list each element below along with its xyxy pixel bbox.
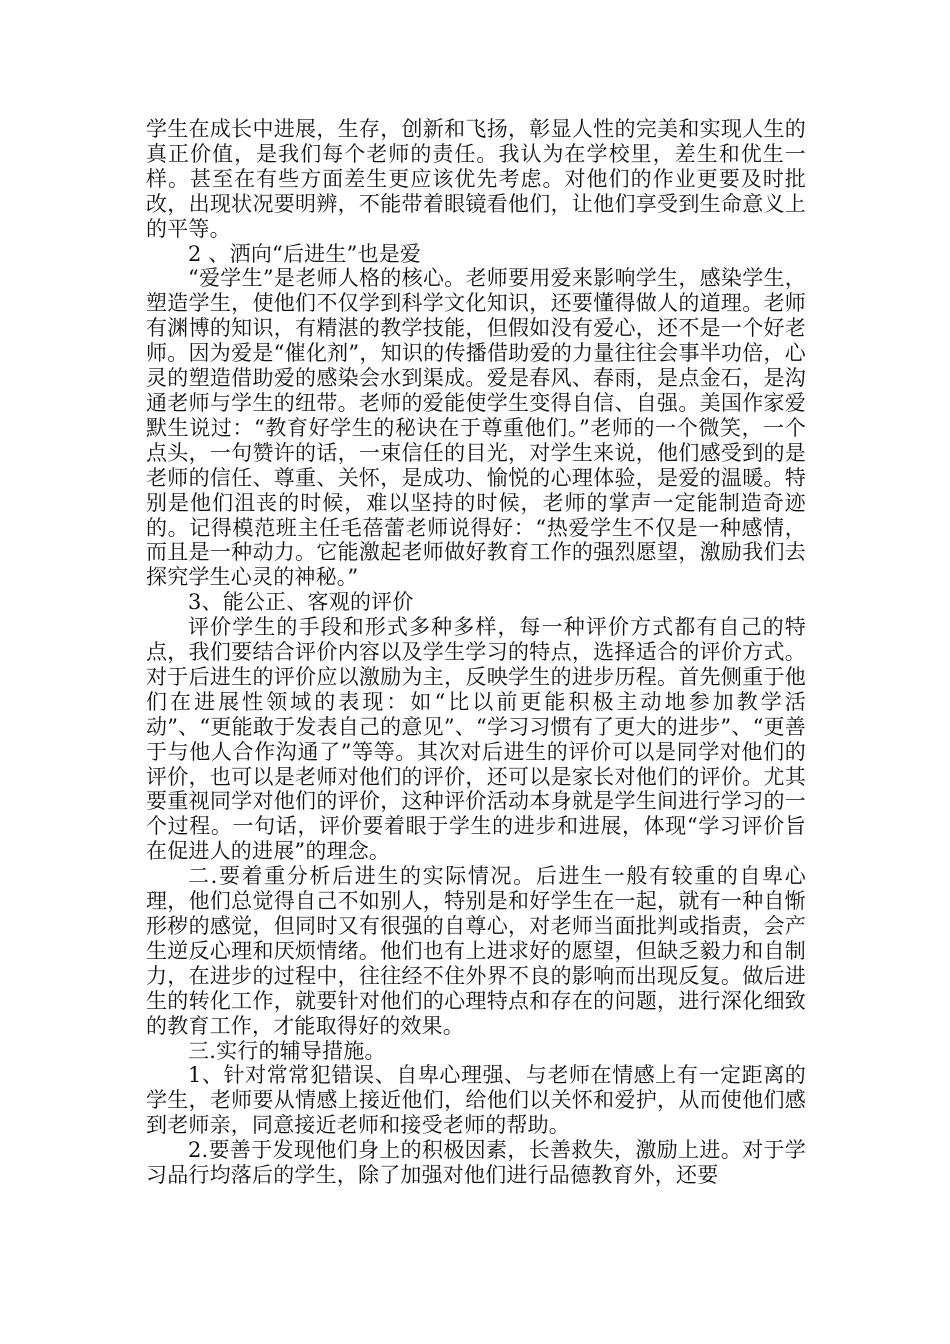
heading-3-fair-evaluation: 3、能公正、客观的评价 [188,590,414,615]
paragraph-analysis: 二.要着重分析后进生的实际情况。后进生一般有较重的自卑心理，他们总觉得自己不如别人，特别是和好学生在一起，就有一种自惭形秽的感觉，但同时又有很强的自尊心，对老师当面批判或指责，会产生逆反心理和厌烦情绪。他们也有上进求好的愿望，但缺乏毅力和自制力，在进步的过程中，往往经不住外界不良的影响而出现反复。做后进生的转化工作，就要针对他们的心理特点和存在的问题，进行深化细致的教育工作，才能取得好的效果。 [146,864,806,1038]
heading-measures: 三.实行的辅导措施。 [188,1038,386,1063]
heading-2-love-for-struggling-students: 2 、洒向“后进生”也是爱 [188,241,422,266]
document-page [146,117,806,1188]
paragraph-love-students: “爱学生”是老师人格的核心。老师要用爱来影响学生，感染学生，塑造学生，使他们不仅学到科学文化知识，还要懂得做人的道理。老师有渊博的知识，有精湛的教学技能，但假如没有爱心，还不是一个好老师。因为爱是“催化剂”，知识的传播借助爱的力量往往会事半功倍，心灵的塑造借助爱的感染会水到渠成。爱是春风、春雨，是点金石，是沟通老师与学生的纽带。老师的爱能使学生变得自信、自强。美国作家爱默生说过：“教育好学生的秘诀在于尊重他们。”老师的一个微笑，一个点头，一句赞许的话，一束信任的目光，对学生来说，他们感受到的是老师的信任、尊重、关怀，是成功、愉悦的心理体验，是爱的温暖。特别是他们沮丧的时候，难以坚持的时候，老师的掌声一定能制造奇迹的。记得模范班主任毛蓓蕾老师说得好：“热爱学生不仅是一种感情，而且是一种动力。它能激起老师做好教育工作的强烈愿望，激励我们去探究学生心灵的神秘。” [146,266,806,590]
paragraph-measure-2: 2.要善于发现他们身上的积极因素，长善救失，激励上进。对于学习品行均落后的学生，除了加强对他们进行品德教育外，还要 [146,1138,806,1188]
paragraph-evaluation: 评价学生的手段和形式多种多样，每一种评价方式都有自己的特点，我们要结合评价内容以及学生学习的特点，选择适合的评价方式。对于后进生的评价应以激励为主，反映学生的进步历程。首先侧重于他们在进展性领域的表现：如“比以前更能积极主动地参加教学活动”、“更能敢于发表自己的意见”、“学习习惯有了更大的进步”、“更善于与他人合作沟通了”等等。其次对后进生的评价可以是同学对他们的评价，也可以是老师对他们的评价，还可以是家长对他们的评价。尤其要重视同学对他们的评价，这种评价活动本身就是学生间进行学习的一个过程。一句话，评价要着眼于学生的进步和进展，体现“学习评价旨在促进人的进展”的理念。 [146,615,806,864]
paragraph-1: 学生在成长中进展，生存，创新和飞扬，彰显人性的完美和实现人生的真正价值，是我们每个老师的责任。我认为在学校里，差生和优生一样。甚至在有些方面差生更应该优先考虑。对他们的作业更要及时批改，出现状况要明辨，不能带着眼镜看他们，让他们享受到生命意义上的平等。 [146,117,806,241]
paragraph-measure-1: 1、针对常常犯错误、自卑心理强、与老师在情感上有一定距离的学生，老师要从情感上接近他们，给他们以关怀和爱护，从而使他们感到老师亲，同意接近老师和接受老师的帮助。 [146,1063,806,1138]
